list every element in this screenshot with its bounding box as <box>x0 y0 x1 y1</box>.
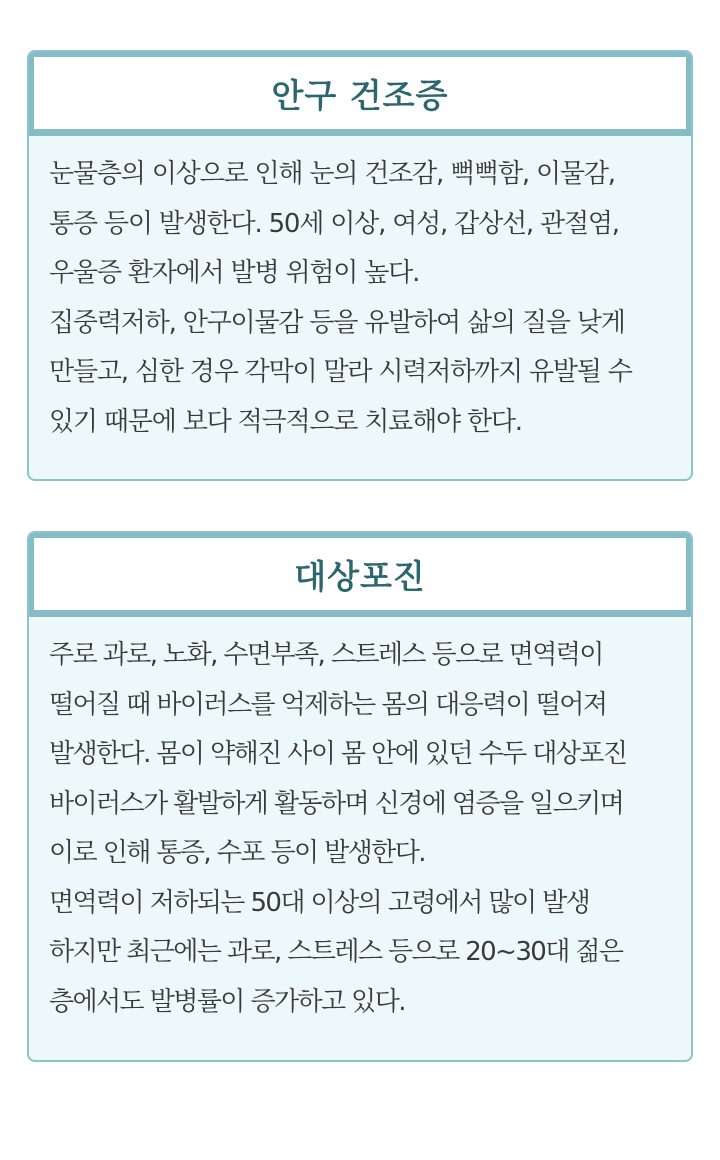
shingles-body <box>29 617 691 1027</box>
body-line: 우울증 환자에서 발병 위험이 높다. <box>49 258 420 288</box>
body-line: 면역력이 저하되는 50대 이상의 고령에서 많이 발생 <box>49 887 590 918</box>
shingles-card <box>27 531 693 1062</box>
body-line: 이로 인해 통증, 수포 등이 발생한다. <box>49 838 425 868</box>
body-line: 눈물층의 이상으로 인해 눈의 건조감, 뻑뻑함, 이물감, <box>49 159 615 189</box>
body-line: 있기 때문에 보다 적극적으로 치료해야 한다. <box>49 406 522 437</box>
body-line: 만들고, 심한 경우 각막이 말라 시력저하까지 유발될 수 <box>49 357 632 387</box>
dry-eye-card <box>27 50 693 481</box>
shingles-title: 대상포진 <box>294 556 426 596</box>
body-line: 발생한다. 몸이 약해진 사이 몸 안에 있던 수두 대상포진 <box>49 739 627 769</box>
dry-eye-body <box>29 136 691 447</box>
body-line: 떨어질 때 바이러스를 억제하는 몸의 대응력이 떨어져 <box>49 689 607 720</box>
body-line: 집중력저하, 안구이물감 등을 유발하여 삶의 질을 낮게 <box>49 307 625 338</box>
shingles-header <box>27 531 693 617</box>
body-line: 주로 과로, 노화, 수면부족, 스트레스 등으로 면역력이 <box>49 640 603 670</box>
body-line: 하지만 최근에는 과로, 스트레스 등으로 20~30대 젊은 <box>49 937 623 967</box>
body-line: 통증 등이 발생한다. 50세 이상, 여성, 갑상선, 관절염, <box>49 208 619 239</box>
dry-eye-title: 안구 건조증 <box>271 75 449 115</box>
body-line: 층에서도 발병률이 증가하고 있다. <box>49 986 405 1017</box>
body-line: 바이러스가 활발하게 활동하며 신경에 염증을 일으키며 <box>49 788 624 819</box>
dry-eye-header <box>27 50 693 136</box>
